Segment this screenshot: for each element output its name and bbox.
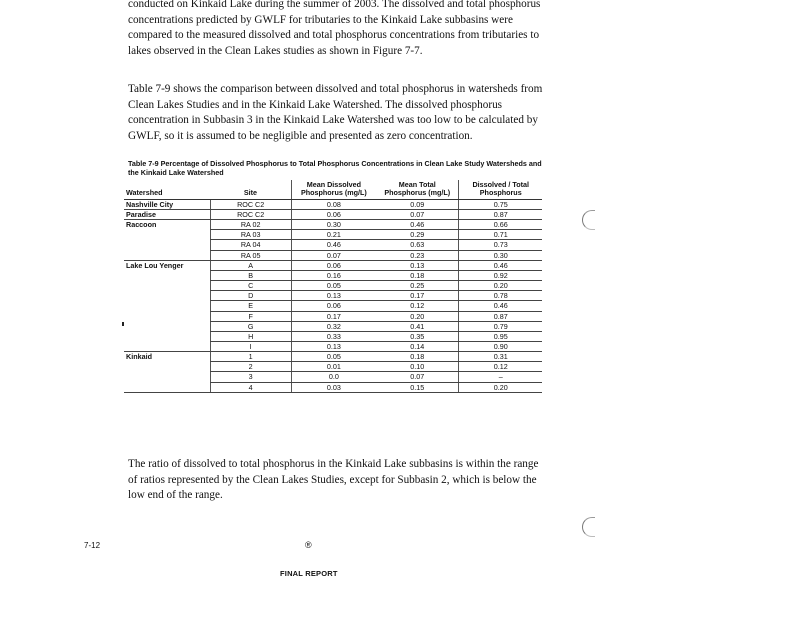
cell-watershed xyxy=(124,250,210,260)
cell-dissolved: 0.32 xyxy=(291,321,376,331)
cell-watershed xyxy=(124,270,210,280)
cell-watershed: Kinkaid xyxy=(126,352,152,362)
cell-dissolved: 0.01 xyxy=(291,362,376,372)
cell-ratio: 0.90 xyxy=(459,342,542,352)
cell-watershed xyxy=(124,281,210,291)
cell-dissolved: 0.06 xyxy=(291,301,376,311)
table-row xyxy=(124,240,542,250)
cell-ratio: 0.31 xyxy=(459,352,542,362)
cell-site: C xyxy=(210,281,291,291)
cell-watershed xyxy=(124,362,210,372)
cell-total: 0.10 xyxy=(376,362,459,372)
cell-watershed xyxy=(124,311,210,321)
cell-watershed xyxy=(124,342,210,352)
cell-ratio: 0.78 xyxy=(459,291,542,301)
header-total: Mean Total Phosphorus (mg/L) xyxy=(376,180,459,199)
cell-ratio: 0.46 xyxy=(459,260,542,270)
intro-paragraph: conducted on Kinkaid Lake during the summer of 2003. The dissolved and total phosphorus concentrations predicted by GWLF for tributaries to the Kinkaid Lake subbasins were compared to the measured dissolved and total phosphorus concentrations from tributaries to lakes observed in the Clean Lakes studies as shown in Figure 7-7. xyxy=(128,0,541,57)
cell-total: 0.13 xyxy=(376,260,459,270)
cell-dissolved: 0.0 xyxy=(291,372,376,382)
registered-mark: ® xyxy=(305,540,312,550)
cell-dissolved: 0.30 xyxy=(291,220,376,230)
cell-dissolved: 0.06 xyxy=(291,209,376,219)
cell-total: 0.63 xyxy=(376,240,459,250)
table-row xyxy=(124,301,542,311)
cell-ratio: 0.20 xyxy=(459,382,542,392)
cell-dissolved: 0.16 xyxy=(291,270,376,280)
cell-ratio: 0.12 xyxy=(459,362,542,372)
cell-site: E xyxy=(210,301,291,311)
table-row xyxy=(124,199,542,209)
cell-dissolved: 0.33 xyxy=(291,331,376,341)
cell-site: 2 xyxy=(210,362,291,372)
cell-ratio: 0.87 xyxy=(459,311,542,321)
table-row xyxy=(124,342,542,352)
report-label: FINAL REPORT xyxy=(280,569,338,578)
cell-site: ROC C2 xyxy=(210,199,291,209)
cell-dissolved: 0.05 xyxy=(291,281,376,291)
header-dissolved: Mean Dissolved Phosphorus (mg/L) xyxy=(291,180,376,199)
header-ratio: Dissolved / Total Phosphorus xyxy=(459,180,542,199)
table-row xyxy=(124,220,542,230)
cell-site: RA 02 xyxy=(210,220,291,230)
cell-watershed xyxy=(124,301,210,311)
cell-ratio: 0.46 xyxy=(459,301,542,311)
cell-total: 0.15 xyxy=(376,382,459,392)
cell-site: D xyxy=(210,291,291,301)
cell-site: RA 03 xyxy=(210,230,291,240)
table-row xyxy=(124,331,542,341)
cell-watershed xyxy=(124,321,210,331)
phosphorus-table xyxy=(124,180,542,393)
cell-site: B xyxy=(210,270,291,280)
cell-dissolved: 0.13 xyxy=(291,291,376,301)
scan-artifact xyxy=(122,322,124,326)
cell-dissolved: 0.17 xyxy=(291,311,376,321)
cell-ratio: 0.30 xyxy=(459,250,542,260)
cell-total: 0.25 xyxy=(376,281,459,291)
table-row xyxy=(124,281,542,291)
cell-dissolved: 0.08 xyxy=(291,199,376,209)
cell-total: 0.09 xyxy=(376,199,459,209)
table-row xyxy=(124,321,542,331)
cell-site: A xyxy=(210,260,291,270)
table-row xyxy=(124,311,542,321)
cell-site: 4 xyxy=(210,382,291,392)
cell-dissolved: 0.06 xyxy=(291,260,376,270)
table-row xyxy=(124,362,542,372)
cell-watershed: Paradise xyxy=(124,209,210,219)
cell-site: 1 xyxy=(210,352,291,362)
table-header-row xyxy=(124,180,542,199)
cell-dissolved: 0.46 xyxy=(291,240,376,250)
table-row xyxy=(124,372,542,382)
cell-watershed: Lake Lou Yenger xyxy=(126,261,184,270)
cell-total: 0.35 xyxy=(376,331,459,341)
header-watershed: Watershed xyxy=(124,180,210,199)
table-body xyxy=(124,199,542,392)
cell-ratio: 0.87 xyxy=(459,209,542,219)
cell-site: RA 05 xyxy=(210,250,291,260)
conclusion-paragraph: The ratio of dissolved to total phosphorus in the Kinkaid Lake subbasins is within the range of ratios represented by the Clean Lakes Studies, except for Subbasin 2, which is below the low end of the range. xyxy=(128,458,539,502)
cell-watershed xyxy=(124,240,210,250)
cell-watershed: Nashville City xyxy=(124,199,210,209)
table-row xyxy=(124,250,542,260)
cell-total: 0.07 xyxy=(376,209,459,219)
cell-dissolved: 0.21 xyxy=(291,230,376,240)
table-caption: Table 7-9 Percentage of Dissolved Phosphorus to Total Phosphorus Concentrations in Clean Lake Study Watersheds and the Kinkaid Lake Watershed xyxy=(128,159,542,177)
table-row xyxy=(124,291,542,301)
cell-dissolved: 0.05 xyxy=(291,352,376,362)
cell-ratio: 0.95 xyxy=(459,331,542,341)
cell-ratio: 0.73 xyxy=(459,240,542,250)
cell-dissolved: 0.07 xyxy=(291,250,376,260)
cell-total: 0.20 xyxy=(376,311,459,321)
cell-site: H xyxy=(210,331,291,341)
cell-ratio: – xyxy=(459,372,542,382)
page-number: 7-12 xyxy=(84,541,101,550)
cell-total: 0.46 xyxy=(376,220,459,230)
cell-ratio: 0.66 xyxy=(459,220,542,230)
cell-site: F xyxy=(210,311,291,321)
table-row xyxy=(124,270,542,280)
cell-watershed xyxy=(124,331,210,341)
cell-total: 0.18 xyxy=(376,352,459,362)
cell-total: 0.41 xyxy=(376,321,459,331)
cell-ratio: 0.79 xyxy=(459,321,542,331)
cell-watershed xyxy=(124,372,210,382)
cell-total: 0.18 xyxy=(376,270,459,280)
cell-ratio: 0.92 xyxy=(459,270,542,280)
header-site: Site xyxy=(210,180,291,199)
cell-ratio: 0.71 xyxy=(459,230,542,240)
table-row xyxy=(124,230,542,240)
cell-watershed xyxy=(124,230,210,240)
table-row xyxy=(124,382,542,392)
cell-total: 0.07 xyxy=(376,372,459,382)
cell-site: I xyxy=(210,342,291,352)
table-row xyxy=(124,209,542,219)
table-row xyxy=(124,260,542,270)
cell-dissolved: 0.13 xyxy=(291,342,376,352)
cell-total: 0.14 xyxy=(376,342,459,352)
cell-total: 0.17 xyxy=(376,291,459,301)
binder-hole-mark xyxy=(582,517,595,537)
cell-dissolved: 0.03 xyxy=(291,382,376,392)
cell-watershed xyxy=(124,291,210,301)
cell-watershed: Raccoon xyxy=(126,220,157,230)
cell-site: RA 04 xyxy=(210,240,291,250)
cell-ratio: 0.20 xyxy=(459,281,542,291)
cell-ratio: 0.75 xyxy=(459,199,542,209)
cell-watershed xyxy=(124,382,210,392)
cell-site: ROC C2 xyxy=(210,209,291,219)
cell-site: G xyxy=(210,321,291,331)
cell-site: 3 xyxy=(210,372,291,382)
cell-total: 0.23 xyxy=(376,250,459,260)
cell-total: 0.12 xyxy=(376,301,459,311)
binder-hole-mark xyxy=(582,210,595,230)
table-row xyxy=(124,352,542,362)
cell-total: 0.29 xyxy=(376,230,459,240)
table-intro-paragraph: Table 7-9 shows the comparison between dissolved and total phosphorus in watersheds from Clean Lakes Studies and in the Kinkaid Lake Watershed. The dissolved phosphorus concentration in Subbasin 3 in the Kinkaid Lake Watershed was too low to be calculated by GWLF, so it is assumed to be negligible and presented as zero concentration. xyxy=(128,83,543,142)
